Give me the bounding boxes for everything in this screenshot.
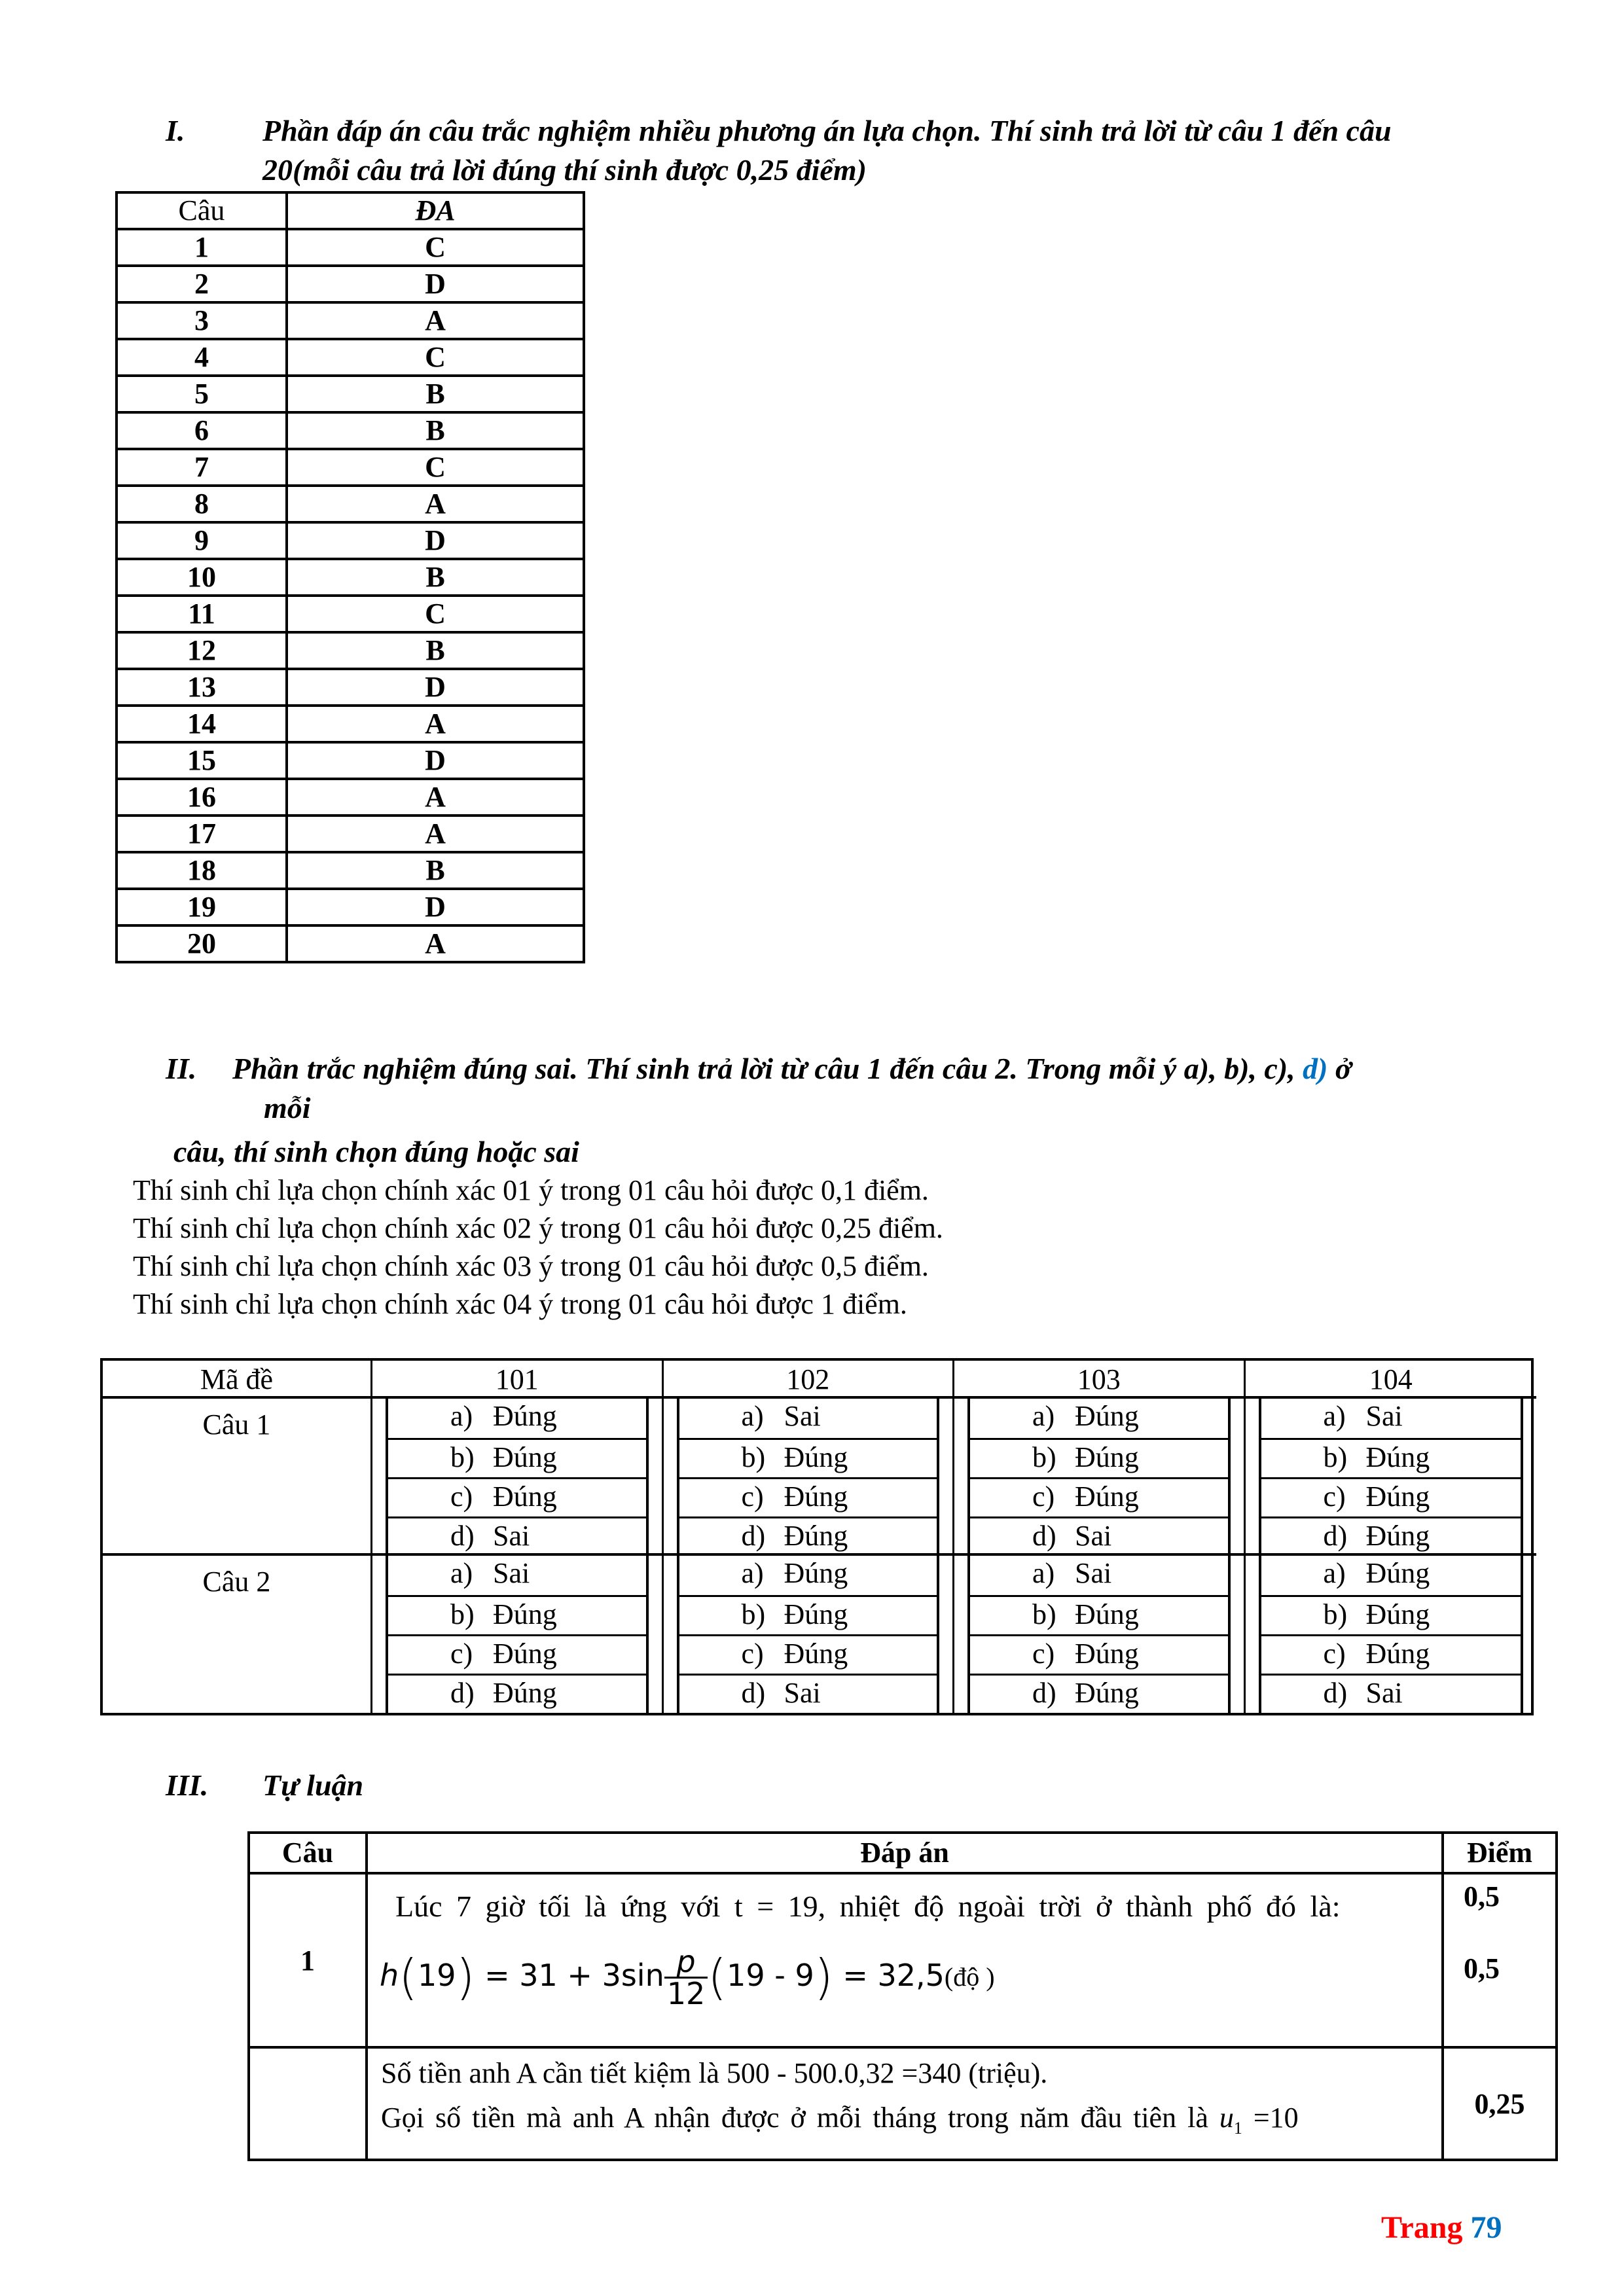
answer-item-value: Sai bbox=[1075, 1557, 1112, 1589]
answer-column bbox=[954, 1556, 1246, 1713]
question-number: 17 bbox=[117, 816, 287, 852]
mcq-table-row bbox=[117, 376, 584, 412]
mcq-table-row bbox=[117, 669, 584, 706]
essay-table-header bbox=[249, 1833, 1557, 1873]
header-answer: ĐA bbox=[287, 192, 584, 229]
answer-item-value: Sai bbox=[784, 1400, 821, 1432]
answer-row bbox=[679, 1595, 937, 1634]
question-number: 15 bbox=[117, 742, 287, 779]
mcq-table-row bbox=[117, 486, 584, 522]
answer-item-label: a) bbox=[1032, 1400, 1055, 1432]
answer-item-label: c) bbox=[741, 1638, 764, 1670]
section-2-title-highlight: d) bbox=[1303, 1052, 1328, 1085]
mcq-table-row bbox=[117, 339, 584, 376]
answer-item-value: Sai bbox=[493, 1557, 530, 1589]
answer-row bbox=[1261, 1477, 1521, 1516]
mcq-table-row bbox=[117, 779, 584, 816]
answer-box bbox=[386, 1556, 649, 1713]
question-label: Câu 2 bbox=[103, 1556, 372, 1713]
answer-item-label: b) bbox=[1323, 1441, 1348, 1473]
answer-item-label: b) bbox=[450, 1598, 475, 1630]
essay-question-number bbox=[249, 2047, 367, 2160]
answer-item-label: d) bbox=[450, 1677, 475, 1709]
answer-letter: A bbox=[287, 925, 584, 962]
answer-item-label: d) bbox=[1032, 1520, 1056, 1552]
question-number: 3 bbox=[117, 302, 287, 339]
scoring-rules bbox=[133, 1172, 943, 1323]
question-number: 12 bbox=[117, 632, 287, 669]
mcq-table-row bbox=[117, 889, 584, 925]
answer-letter: A bbox=[287, 486, 584, 522]
question-label: Câu 1 bbox=[103, 1399, 372, 1556]
question-number: 20 bbox=[117, 925, 287, 962]
header-answer: Đáp án bbox=[367, 1833, 1443, 1873]
answer-row bbox=[679, 1516, 937, 1556]
answer-letter: A bbox=[287, 779, 584, 816]
scoring-rule: Thí sinh chỉ lựa chọn chính xác 04 ý trong 01 câu hỏi được 1 điểm. bbox=[133, 1288, 907, 1320]
answer-column bbox=[954, 1399, 1246, 1556]
answer-box bbox=[386, 1399, 649, 1553]
mcq-answer-table bbox=[115, 191, 585, 963]
score-value: 0,5 bbox=[1464, 1952, 1500, 1984]
answer-item-value: Đúng bbox=[1075, 1480, 1139, 1513]
answer-item-value: Đúng bbox=[1075, 1638, 1139, 1670]
essay-answer-text: Lúc 7 giờ tối là ứng với t = 19, nhiệt độ ngoài trời ở thành phố đó là: bbox=[395, 1890, 1341, 1923]
answer-item-label: d) bbox=[450, 1520, 475, 1552]
answer-row bbox=[388, 1674, 646, 1713]
answer-item-value: Sai bbox=[784, 1677, 821, 1709]
answer-letter: B bbox=[287, 559, 584, 596]
question-number: 18 bbox=[117, 852, 287, 889]
header-question: Câu bbox=[117, 192, 287, 229]
essay-answer-line1: Số tiền anh A cần tiết kiệm là 500 - 500.0,32 =340 (triệu). bbox=[381, 2057, 1048, 2089]
section-1-heading bbox=[166, 111, 1392, 151]
section-2-heading bbox=[166, 1049, 1352, 1088]
answer-row bbox=[1261, 1438, 1521, 1477]
answer-item-label: d) bbox=[1323, 1677, 1348, 1709]
answer-item-value: Đúng bbox=[784, 1598, 848, 1630]
mcq-table-row bbox=[117, 852, 584, 889]
mcq-table-row bbox=[117, 706, 584, 742]
answer-column bbox=[1246, 1556, 1537, 1713]
answer-column bbox=[372, 1399, 664, 1556]
answer-row bbox=[1261, 1556, 1521, 1595]
answer-item-label: c) bbox=[1032, 1638, 1055, 1670]
section-2-title-part2: ở bbox=[1327, 1052, 1352, 1085]
page-footer bbox=[1381, 2210, 1502, 2246]
section-3-heading bbox=[166, 1766, 363, 1805]
question-number: 16 bbox=[117, 779, 287, 816]
answer-letter: A bbox=[287, 706, 584, 742]
answer-letter: D bbox=[287, 669, 584, 706]
answer-item-label: c) bbox=[450, 1480, 473, 1513]
answer-row bbox=[1261, 1595, 1521, 1634]
answer-letter: D bbox=[287, 742, 584, 779]
answer-item-label: b) bbox=[1032, 1598, 1056, 1630]
answer-letter: B bbox=[287, 412, 584, 449]
answer-box bbox=[967, 1399, 1231, 1553]
question-number: 4 bbox=[117, 339, 287, 376]
answer-letter: C bbox=[287, 339, 584, 376]
question-number: 7 bbox=[117, 449, 287, 486]
answer-item-value: Đúng bbox=[1365, 1520, 1430, 1552]
answer-box bbox=[677, 1556, 940, 1713]
answer-letter: D bbox=[287, 522, 584, 559]
mcq-table-row bbox=[117, 925, 584, 962]
header-exam-code: 101 bbox=[372, 1361, 664, 1399]
answer-item-label: a) bbox=[1323, 1400, 1346, 1432]
section-1-number: I. bbox=[166, 114, 185, 147]
answer-row bbox=[970, 1477, 1228, 1516]
essay-answer-2 bbox=[367, 2047, 1443, 2160]
scoring-rule: Thí sinh chỉ lựa chọn chính xác 03 ý trong 01 câu hỏi được 0,5 điểm. bbox=[133, 1250, 929, 1282]
answer-item-label: a) bbox=[1323, 1557, 1346, 1589]
answer-item-value: Đúng bbox=[1365, 1441, 1430, 1473]
answer-row bbox=[1261, 1674, 1521, 1713]
answer-item-value: Sai bbox=[1365, 1400, 1403, 1432]
essay-answer-table bbox=[247, 1831, 1558, 2161]
answer-item-value: Đúng bbox=[1365, 1638, 1430, 1670]
scoring-rule: Thí sinh chỉ lựa chọn chính xác 01 ý trong 01 câu hỏi được 0,1 điểm. bbox=[133, 1174, 929, 1206]
answer-item-value: Sai bbox=[1075, 1520, 1112, 1552]
answer-item-value: Đúng bbox=[1365, 1557, 1430, 1589]
answer-row bbox=[388, 1634, 646, 1674]
question-number: 1 bbox=[117, 229, 287, 266]
answer-box bbox=[677, 1399, 940, 1553]
section-3-title: Tự luận bbox=[262, 1768, 364, 1802]
essay-row-2 bbox=[249, 2047, 1557, 2160]
answer-item-label: b) bbox=[741, 1441, 766, 1473]
essay-answer-line2: Gọi số tiền mà anh A nhận được ở mỗi tháng trong năm đầu tiên là $u_1 =10$ bbox=[381, 2102, 1299, 2138]
header-question: Câu bbox=[249, 1833, 367, 1873]
mcq-table-row bbox=[117, 632, 584, 669]
answer-letter: A bbox=[287, 302, 584, 339]
answer-column bbox=[664, 1556, 955, 1713]
section-3-number: III. bbox=[166, 1768, 209, 1802]
answer-row bbox=[970, 1399, 1228, 1438]
answer-item-value: Đúng bbox=[1075, 1677, 1139, 1709]
answer-row bbox=[970, 1438, 1228, 1477]
answer-item-value: Sai bbox=[493, 1520, 530, 1552]
answer-item-label: a) bbox=[741, 1557, 764, 1589]
answer-item-label: b) bbox=[450, 1441, 475, 1473]
answer-item-label: c) bbox=[741, 1480, 764, 1513]
answer-item-value: Đúng bbox=[784, 1557, 848, 1589]
answer-item-value: Đúng bbox=[1365, 1598, 1430, 1630]
answer-item-label: a) bbox=[741, 1400, 764, 1432]
answer-row bbox=[679, 1674, 937, 1713]
answer-row bbox=[1261, 1399, 1521, 1438]
header-exam-code: 103 bbox=[954, 1361, 1246, 1399]
answer-row bbox=[388, 1477, 646, 1516]
scoring-rule: Thí sinh chỉ lựa chọn chính xác 02 ý trong 01 câu hỏi được 0,25 điểm. bbox=[133, 1212, 943, 1244]
question-number: 8 bbox=[117, 486, 287, 522]
essay-row-1 bbox=[249, 1873, 1557, 2047]
answer-item-label: d) bbox=[1323, 1520, 1348, 1552]
answer-box bbox=[1259, 1399, 1524, 1553]
mcq-table-row bbox=[117, 596, 584, 632]
question-number: 2 bbox=[117, 266, 287, 302]
section-1-title-line1: Phần đáp án câu trắc nghiệm nhiều phương án lựa chọn. Thí sinh trả lời từ câu 1 đến câu bbox=[262, 114, 1392, 147]
answer-item-value: Đúng bbox=[1075, 1441, 1139, 1473]
mcq-table-row bbox=[117, 522, 584, 559]
score-value: 0,5 bbox=[1464, 1880, 1500, 1912]
answer-letter: B bbox=[287, 376, 584, 412]
section-1-title-line2: 20(mỗi câu trả lời đúng thí sinh được 0,25 điểm) bbox=[262, 153, 867, 187]
answer-row bbox=[388, 1595, 646, 1634]
section-2-title-line2: mỗi bbox=[264, 1091, 311, 1124]
answer-row bbox=[1261, 1516, 1521, 1556]
mcq-table-row bbox=[117, 559, 584, 596]
answer-column bbox=[664, 1399, 955, 1556]
answer-row bbox=[679, 1399, 937, 1438]
question-number: 9 bbox=[117, 522, 287, 559]
answer-letter: D bbox=[287, 889, 584, 925]
answer-row bbox=[679, 1556, 937, 1595]
answer-item-value: Đúng bbox=[1075, 1400, 1139, 1432]
answer-item-label: b) bbox=[1323, 1598, 1348, 1630]
page-label: Trang bbox=[1381, 2210, 1463, 2245]
answer-row bbox=[970, 1516, 1228, 1556]
answer-row bbox=[388, 1438, 646, 1477]
answer-item-label: a) bbox=[1032, 1557, 1055, 1589]
question-number: 14 bbox=[117, 706, 287, 742]
question-number: 5 bbox=[117, 376, 287, 412]
answer-row bbox=[388, 1516, 646, 1556]
answer-item-value: Đúng bbox=[493, 1400, 557, 1432]
section-2-title-line3: câu, thí sinh chọn đúng hoặc sai bbox=[173, 1135, 579, 1168]
answer-item-label: c) bbox=[1323, 1638, 1346, 1670]
question-number: 10 bbox=[117, 559, 287, 596]
answer-box bbox=[967, 1556, 1231, 1713]
answer-item-value: Đúng bbox=[493, 1441, 557, 1473]
answer-item-label: a) bbox=[450, 1400, 473, 1432]
answer-item-label: b) bbox=[1032, 1441, 1056, 1473]
answer-item-value: Đúng bbox=[1365, 1480, 1430, 1513]
answer-item-label: d) bbox=[741, 1520, 766, 1552]
section-2-number: II. bbox=[166, 1052, 197, 1085]
answer-letter: C bbox=[287, 229, 584, 266]
answer-item-label: d) bbox=[741, 1677, 766, 1709]
answer-item-value: Đúng bbox=[1075, 1598, 1139, 1630]
mcq-table-row bbox=[117, 266, 584, 302]
answer-row bbox=[679, 1438, 937, 1477]
answer-item-value: Đúng bbox=[493, 1677, 557, 1709]
answer-item-value: Đúng bbox=[493, 1638, 557, 1670]
essay-answer-1 bbox=[367, 1873, 1443, 2047]
answer-box bbox=[1259, 1556, 1524, 1713]
answer-row bbox=[679, 1477, 937, 1516]
answer-item-label: a) bbox=[450, 1557, 473, 1589]
mcq-table-row bbox=[117, 229, 584, 266]
mcq-table-row bbox=[117, 742, 584, 779]
answer-item-label: c) bbox=[1032, 1480, 1055, 1513]
section-2-title-part1: Phần trắc nghiệm đúng sai. Thí sinh trả lời từ câu 1 đến câu 2. Trong mỗi ý a), b), c), bbox=[232, 1052, 1303, 1085]
mcq-table-header bbox=[117, 192, 584, 229]
header-score: Điểm bbox=[1443, 1833, 1557, 1873]
answer-letter: C bbox=[287, 596, 584, 632]
essay-formula: h(19) = 31 + 3sin $\frac{p}{12}$ (19 - 9) = 32,5(độ ) bbox=[380, 1944, 995, 2011]
answer-row bbox=[388, 1399, 646, 1438]
question-number: 19 bbox=[117, 889, 287, 925]
answer-item-label: c) bbox=[450, 1638, 473, 1670]
answer-row bbox=[970, 1595, 1228, 1634]
header-exam-code: 102 bbox=[664, 1361, 955, 1399]
mcq-table-row bbox=[117, 302, 584, 339]
answer-letter: C bbox=[287, 449, 584, 486]
score-value: 0,25 bbox=[1443, 2047, 1557, 2160]
question-number: 11 bbox=[117, 596, 287, 632]
question-number: 13 bbox=[117, 669, 287, 706]
page-number: 79 bbox=[1470, 2210, 1502, 2245]
answer-item-label: c) bbox=[1323, 1480, 1346, 1513]
answer-item-label: b) bbox=[741, 1598, 766, 1630]
answer-item-value: Đúng bbox=[784, 1520, 848, 1552]
answer-item-value: Đúng bbox=[784, 1441, 848, 1473]
mcq-table-row bbox=[117, 816, 584, 852]
essay-question-number: 1 bbox=[249, 1873, 367, 2047]
answer-row bbox=[388, 1556, 646, 1595]
question-number: 6 bbox=[117, 412, 287, 449]
answer-letter: B bbox=[287, 632, 584, 669]
header-exam-code: 104 bbox=[1246, 1361, 1537, 1399]
answer-row bbox=[679, 1634, 937, 1674]
header-exam-code-label: Mã đề bbox=[103, 1361, 372, 1399]
answer-column bbox=[1246, 1399, 1537, 1556]
answer-item-value: Đúng bbox=[784, 1480, 848, 1513]
answer-item-value: Đúng bbox=[493, 1598, 557, 1630]
answer-row bbox=[970, 1634, 1228, 1674]
answer-item-value: Sai bbox=[1365, 1677, 1403, 1709]
answer-item-value: Đúng bbox=[784, 1638, 848, 1670]
answer-row bbox=[1261, 1634, 1521, 1674]
answer-row bbox=[970, 1674, 1228, 1713]
answer-item-value: Đúng bbox=[493, 1480, 557, 1513]
mcq-table-row bbox=[117, 412, 584, 449]
answer-item-label: d) bbox=[1032, 1677, 1056, 1709]
essay-scores-1 bbox=[1443, 1873, 1557, 2047]
answer-letter: D bbox=[287, 266, 584, 302]
answer-row bbox=[970, 1556, 1228, 1595]
true-false-table-frame bbox=[100, 1358, 1534, 1715]
answer-letter: A bbox=[287, 816, 584, 852]
mcq-table-row bbox=[117, 449, 584, 486]
answer-column bbox=[372, 1556, 664, 1713]
answer-letter: B bbox=[287, 852, 584, 889]
